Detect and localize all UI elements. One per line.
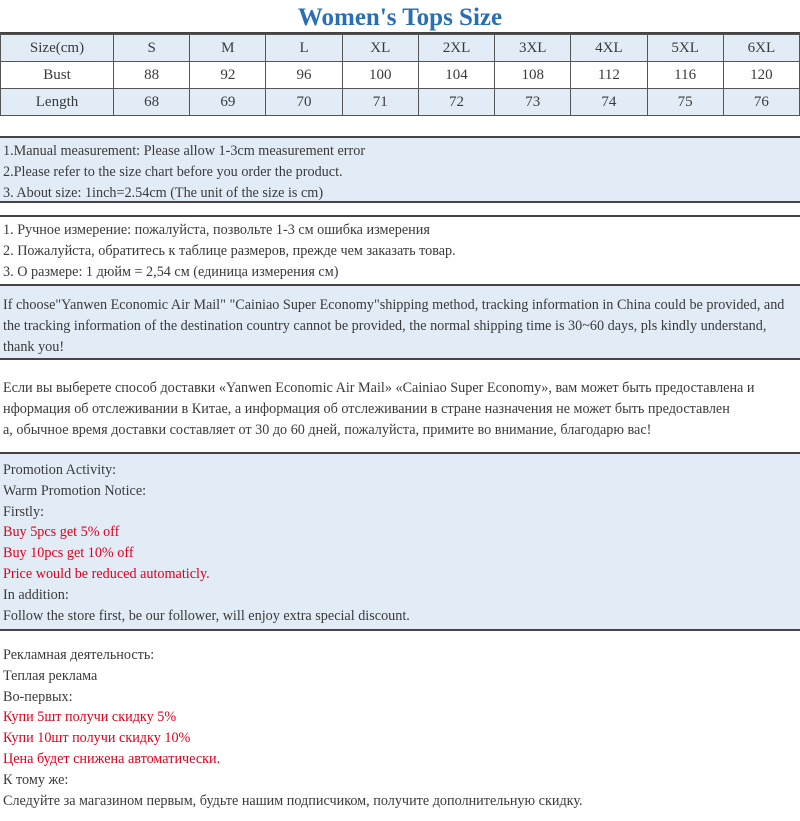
size-table-row-length [1,89,800,116]
size-header-cell: S [114,35,190,62]
bust-value-cell: 104 [418,62,494,89]
note-line: 2. Пожалуйста, обратитесь к таблице размеров, прежде чем заказать товар. [3,242,456,259]
bust-value-cell: 108 [495,62,571,89]
promo-line: Promotion Activity: [3,462,117,478]
promo-line: Теплая реклама [3,667,98,684]
promo-line: Firstly: [3,503,44,520]
promotion-russian [0,631,800,821]
size-header-cell: 4XL [571,35,647,62]
shipping-line: thank you! [3,338,65,355]
length-value-cell: 76 [723,89,799,116]
length-value-cell: 69 [190,89,266,116]
promo-discount-line: Price would be reduced automaticly. [3,565,210,582]
promotion-english [0,454,800,631]
size-header-cell: 3XL [495,35,571,62]
promo-line: К тому же: [3,771,69,788]
page-title: Women's Tops Size [0,0,800,34]
promo-discount-line: Цена будет снижена автоматически. [3,750,221,767]
shipping-line: Если вы выберете способ доставки «Yanwen Economic Air Mail» «Cainiao Super Economy», вам может быть предоставлена и [3,380,755,396]
bust-value-cell: 116 [647,62,723,89]
length-value-cell: 75 [647,89,723,116]
bust-value-cell: 120 [723,62,799,89]
shipping-russian [0,360,800,454]
row-label-bust: Bust [1,62,114,89]
length-value-cell: 72 [418,89,494,116]
promo-line: Warm Promotion Notice: [3,482,147,499]
shipping-line: the tracking information of the destination country cannot be provided, the normal shipping time is 30~60 days, pls kindly understand, [3,317,767,334]
bust-value-cell: 92 [190,62,266,89]
size-table-header-row [1,35,800,62]
size-header-cell: XL [342,35,418,62]
size-header-cell: 6XL [723,35,799,62]
shipping-english [0,286,800,360]
promo-discount-line: Купи 10шт получи скидку 10% [3,730,191,747]
size-header-cell: M [190,35,266,62]
length-value-cell: 68 [114,89,190,116]
bust-value-cell: 112 [571,62,647,89]
length-value-cell: 74 [571,89,647,116]
promo-line: Во-первых: [3,688,73,705]
note-line: 3. About size: 1inch=2.54cm (The unit of the size is cm) [3,184,324,201]
promo-discount-line: Купи 5шт получи скидку 5% [3,709,177,726]
promo-line: In addition: [3,586,69,603]
note-line: 3. О размере: 1 дюйм = 2,54 см (единица измерения см) [3,263,339,280]
size-header-cell: 5XL [647,35,723,62]
size-header-cell: L [266,35,342,62]
size-header-cell: Size(cm) [1,35,114,62]
promo-discount-line: Buy 10pcs get 10% off [3,545,134,562]
spacer [0,203,800,217]
size-table-row-bust [1,62,800,89]
shipping-line: нформация об отслеживании в Китае, а информация об отслеживании в стране назначения не может быть предоставлен [3,400,730,417]
bust-value-cell: 100 [342,62,418,89]
notes-english [0,138,800,203]
promo-discount-line: Buy 5pcs get 5% off [3,524,120,541]
notes-russian [0,217,800,286]
shipping-line: If choose"Yanwen Economic Air Mail" "Cainiao Super Economy"shipping method, tracking information in China could be provided, and [3,297,785,313]
row-label-length: Length [1,89,114,116]
promo-line: Follow the store first, be our follower, will enjoy extra special discount. [3,607,410,624]
size-table [0,34,800,116]
spacer [0,116,800,138]
promo-line: Рекламная деятельность: [3,647,155,663]
bust-value-cell: 88 [114,62,190,89]
length-value-cell: 70 [266,89,342,116]
length-value-cell: 73 [495,89,571,116]
note-line: 1.Manual measurement: Please allow 1-3cm measurement error [3,143,366,159]
note-line: 2.Please refer to the size chart before you order the product. [3,163,343,180]
shipping-line: а, обычное время доставки составляет от 30 до 60 дней, пожалуйста, примите во внимание, благодарю вас! [3,421,652,438]
size-header-cell: 2XL [418,35,494,62]
promo-line: Следуйте за магазином первым, будьте нашим подписчиком, получите дополнительную скидку. [3,792,583,809]
note-line: 1. Ручное измерение: пожалуйста, позвольте 1-3 см ошибка измерения [3,222,430,238]
length-value-cell: 71 [342,89,418,116]
bust-value-cell: 96 [266,62,342,89]
